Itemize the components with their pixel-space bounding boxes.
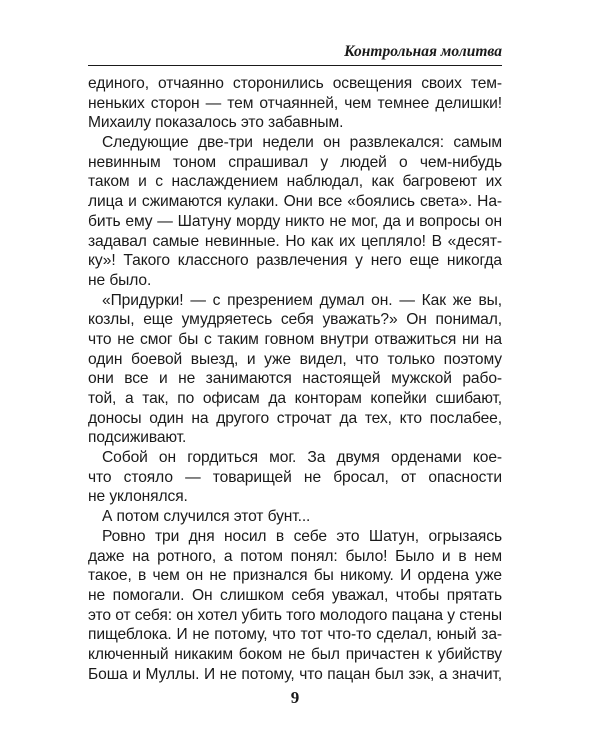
text-line: Следующие две-три недели он развлекался: самым — [102, 134, 502, 152]
text-line: козлы, еще умудряетесь себя уважать?» Он понимал, — [88, 311, 502, 329]
text-line: ключенный никаким боком не был причастен к убийству — [88, 645, 502, 663]
text-line: лица и сжимаются кулаки. Они все «боялись света». На- — [88, 193, 502, 211]
text-line: Ровно три дня носил в себе это Шатун, огрызаясь — [102, 527, 502, 545]
text-line: не помогали. Он слишком себя уважал, чтобы прятать — [88, 586, 502, 604]
text-line: что не смог бы с таким говном внутри отважиться ни на — [88, 330, 502, 348]
text-line: задавал самые невинные. Но как их цепляло! В «десят- — [88, 232, 502, 250]
text-line: такое, в чем он не признался бы никому. И ордена уже — [88, 567, 502, 585]
text-line: Михаилу показалось это забавным. — [88, 114, 344, 132]
text-line: «Придурки! — с презрением думал он. — Как же вы, — [102, 291, 502, 309]
text-line: не было. — [88, 271, 152, 289]
text-line: доносы один на другого строчат да тех, кто послабее, — [88, 409, 502, 427]
text-line: бить ему — Шатуну морду никто не мог, да и вопросы он — [88, 212, 502, 230]
text-line: пищеблока. И не потому, что тот что-то сделал, юный за- — [88, 626, 502, 644]
text-line: той, а так, по офисам да конторам копейки сшибают, — [88, 390, 502, 407]
text-line: А потом случился этот бунт... — [102, 508, 311, 526]
text-line: Собой он гордиться мог. За двумя орденами кое- — [102, 449, 502, 467]
text-line: невинным тоном спрашивал у людей о чем-нибудь — [88, 153, 502, 171]
text-line: даже на ротного, а потом понял: было! Было и в нем — [88, 547, 502, 565]
text-line: таком и с наслаждением наблюдал, как багровеют их — [88, 173, 502, 191]
text-line: Боша и Муллы. И не потому, что пацан был зэк, а значит, — [88, 665, 502, 683]
header-rule — [88, 65, 502, 66]
text-line: не уклонялся. — [88, 488, 188, 506]
text-line: один боевой выезд, и уже видел, что только поэтому — [88, 350, 502, 368]
text-line: что стояло — товарищей не бросал, от опасности — [88, 468, 502, 486]
text-line: единого, отчаянно сторонились освещения своих тем- — [88, 75, 502, 92]
page-number: 9 — [290, 688, 300, 707]
text-line: подсиживают. — [88, 429, 187, 447]
text-line: это от себя: он хотел убить того молодого пацана у стены — [88, 606, 502, 624]
text-line: они все и не занимаются настоящей мужской рабо- — [88, 370, 502, 388]
text-line: неньких сторон — тем отчаянней, чем темнее делишки! — [88, 94, 502, 112]
running-title: Контрольная молитва — [344, 43, 502, 60]
text-line: ку»! Такого классного развлечения у него еще никогда — [88, 252, 502, 270]
body-text — [88, 74, 502, 684]
